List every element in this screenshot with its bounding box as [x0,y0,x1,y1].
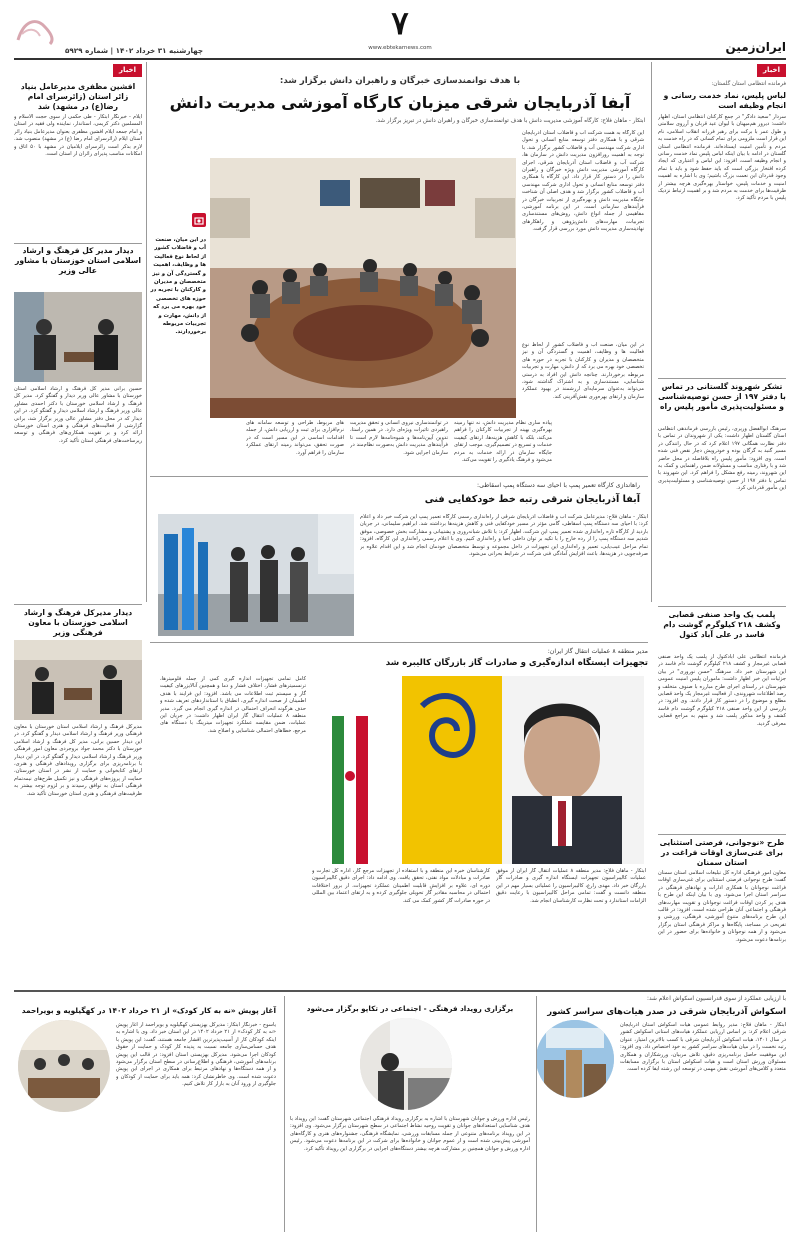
right-column [658,64,786,989]
photo-icon [192,213,206,227]
logo [14,14,56,48]
issue-info: چهارشنبه ۳۱ خرداد ۱۴۰۲ | شماره ۵۹۲۹ [65,46,204,55]
left-photo1 [14,292,142,382]
left-item2-body: حسین برانی مدیر کل فرهنگ و ارشاد اسلامی استان خوزستان با مشاور عالی وزیر دیدار و گفتگو کرد. مدیر کل فرهنگ و ارشاد اسلامی خوزستان با دکتر احمدی مشاور عالی وزیر فرهنگ و ارشاد اسلامی دیدار و گفتگو کرد. در این دیدار که در محل دفتر مشاور عالی وزیر برگزار شد، برانی گزارشی از فعالیت‌های فرهنگی و هنری استان خوزستان ارائه کرد و بر تقویت همکاری‌های فرهنگی و توسعه زیرساخت‌های فرهنگی استان تأکید کرد. [14,386,142,444]
column-divider-left [146,62,147,602]
main-body3: پیاده سازی نظام مدیریت دانش، نه تنها زمینه بهره‌گیری بهینه از تجربیات کارکنان را فراهم می‌کند، بلکه با کاهش هزینه‌ها، ارتقای کیفیت خدمات و تسریع در تصمیم‌گیری، موجب ارتقای جایگاه سازمان در ارائه خدمات به مردم می‌شود و فرهنگ یادگیری را تقویت می‌کند. [454,420,552,464]
bottom-article-1 [536,996,786,1232]
b2-body: رئیس اداره ورزش و جوانان شهرستان با اشاره به برگزاری رویداد فرهنگی اجتماعی شهرستان گفت: این رویداد با هدف شناسایی استعدادهای جوانان و تقویت روحیه نشاط اجتماعی در سطح شهرستان برگزار می‌شود. وی افزود: در این رویداد برنامه‌های متنوعی از جمله مسابقات ورزشی، نمایشگاه فرهنگی، جشنواره‌های هنری و کارگاه‌های آموزشی پیش‌بینی شده است و از عموم جوانان و خانواده‌ها برای شرکت در این برنامه‌ها دعوت می‌شود. رئیس اداره ورزش و جوانان همچنین بر مشارکت هرچه بیشتر دستگاه‌های اجرایی در برگزاری این رویداد تأکید کرد. [290,1116,530,1152]
left-column [14,64,142,604]
b1-body: ابتکار - ماهان فلاح: مدیر روابط عمومی هیات اسکواش استان آذربایجان شرقی اعلام کرد: بر اساس ارزیابی عملکرد هیات‌های استانی اسکواش کشور در سال ۱۴۰۱، هیات اسکواش آذربایجان شرقی با کسب بالاترین امتیاز، عنوان رتبه نخست را در میان هیات‌های سراسر کشور به خود اختصاص داد. وی افزود: این موفقیت حاصل برنامه‌ریزی دقیق، تلاش مربیان، ورزشکاران و همکاری مسئولان ورزش استان است و هیات اسکواش استان با برگزاری مسابقات متعدد و کلاس‌های آموزشی نقش مهمی در توسعه این رشته ایفا کرده است. [620,1022,786,1073]
website: www.ebtekarnews.com [368,45,432,51]
left-photo2 [14,640,142,720]
b3-photo [18,1020,110,1112]
news-tag: اخبار [757,64,786,77]
gas-body2: کارشناسان خبره این منطقه و با استفاده از تجهیزات مرجع گاز، اداره کل تجارت و صادرات و مبادلات مواد نفتی، تحقق یافت. وی ادامه داد: اجرای دقیق کالیبراسیون دوره ای، علاوه بر افزایش قابلیت اطمینان عملکرد تجهیزات، از بروز اختلافات احتمالی در محاسبه مقادیر گاز تحویلی جلوگیری کرده و به ارتقای اعتماد بین المللی در حوزه صادرات گاز کشور کمک می کند. [312,868,490,904]
b1-kicker: با ارزیابی عملکرد از سوی قدرانسیون اسکواش اعلام شد: [647,996,786,1002]
b2-title: برگزاری رویداد فرهنگی - اجتماعی در تکاپو برگزار می‌شود [306,1004,514,1013]
gas-body3: ابتکار - ماهان فلاح: مدیر منطقه ۸ عملیات انتقال گاز ایران از موفق عملیات کالیبراسیون تجهیزات ایستگاه اندازه گیری و صادرات گاز بازرگان خبر داد. مهدی زارع، کالیبراسیون را عملیاتی بسیار مهم در این منطقه دانست و گفت: تمامی مراحل کالیبراسیون با رعایت دقیق الزامات استاندارد و تحت نظارت کارشناسان انجام شد. [496,868,646,904]
left-news-tag: اخبار [113,64,142,77]
left-item1-title: افشین مظفری مدیرعامل بنیاد زائر استان (زائرسرای امام رضا(ع) در مشهد) شد [20,82,136,111]
mid-kicker: راهاندازی کارگاه تعمیر پمپ با احیای سه دستگاه پمپ اسقاطی: [477,482,640,489]
right-item4-body: معاون امور فرهنگی اداره کل تبلیغات اسلامی استان سمنان گفت: طرح نوجوانی فرصتی استثنایی برای غنی‌سازی اوقات فراغت نوجوانان با همکاری ادارات و نهادهای فرهنگی در سراسر استان اجرا می‌شود. وی با بیان اینکه این طرح با هدف پر کردن اوقات فراغت نوجوانان و تقویت مهارت‌های فرهنگی و اجتماعی آنان طراحی شده است، افزود: در قالب این طرح برنامه‌های متنوع آموزشی، فرهنگی، ورزشی و تفریحی در مساجد، پایگاه‌ها و مراکز فرهنگی استان برگزار می‌شود و از همه نوجوانان و خانواده‌ها برای حضور در این برنامه‌ها دعوت می‌شود. [658,870,786,943]
b3-title: آغاز پویش «نه به کار کودک» از ۲۱ خرداد ۱۴۰۲ در کهگیلویه و بویراحمد [21,1006,276,1015]
gas-body1: کامل تمامی تجهیزات اندازه گیری کمی از جمله فلومیترها، ترنسمیترهای فشار، اختلاف فشار و دما و همچنین آنالایزرهای کیفیت گاز و سیستم ثبت اطلاعات می باشد. افزود: این فرایند با هدف اطمینان از صحت اندازه گیری، انطباق با استانداردهای تعریف شده و حذف هرگونه انحراف احتمالی در اندازه گیری انجام می گیرد. مدیر منطقه ۸ عملیات انتقال گاز ایران اظهار داشت: در جریان این عملیات، ضمن مقایسه عملکرد تجهیزات میترینگ با دستگاه های مرجع، خطاهای احتمالی شناسایی و اصلاح شد. [160,676,306,734]
mid-body: ابتکار - ماهان فلاح: مدیرعامل شرکت آب و فاضلاب آذربایجان شرقی از راه‌اندازی رسمی کارگاه تعمیر پمپ این شرکت خبر داد و اعلام کرد: با احیای سه دستگاه پمپ اسقاطی، گامی مؤثر در مسیر خودکفایی فنی و کاهش هزینه‌ها برداشته شد. ابراهیم سلیمانی، در جریان بازدید از کارگاه تازه راه‌اندازی شده تعمیر پمپ این شرکت، اظهار کرد: با تلاش شبانه‌روزی و پشتیبانی و مشارکت بخش خصوصی، موفق شدیم سه دستگاه پمپ را از رده خارج را با تکیه بر توان داخلی احیا و راه‌اندازی کنیم. وی با اعلام رسمی راه‌اندازی این کارگاه، افزود: تمام مراحل عیب‌یابی، تعمیر و راه‌اندازی این تجهیزات در داخل مجموعه و توسط متخصصان خودمان انجام شد و این اقدام علاوه بر صرفه‌جویی در هزینه‌ها، باعث افزایش آمادگی فنی شرکت در شرایط بحرانی می‌شود. [360,514,648,558]
main-caption: در این میان، صنعت آب و فاضلاب کشور از لحاظ نوع فعالیت ها و وظایف، اهمیت و گستردگی آن و نیز متخصصان و مدیران و کارکنان با تجربه در حوزه های تخصصی خود بهره می برد که از دانش، مهارت و تجربیات مربوطه برخوردارند. [150,237,206,336]
gas-photo [312,676,644,864]
pump-photo [158,514,354,636]
b1-photo [536,1020,614,1098]
b1-title: اسکواش آذربایجان شرقی در صدر هیات‌های سراسر کشور [547,1006,786,1016]
section-title: ایران‌زمین [725,40,786,54]
right-item1-title: لباس پلیس، نماد خدمت رسانی و انجام وظیفه است [663,91,786,110]
right-item3-body: فرمانده انتظامی علی آبادکتول از پلمب یک واحد صنفی قصابی غیرمجاز و کشف ۲۱۸ کیلوگرم گوشت دام فاسد در این شهرستان خبر داد. سرهنگ "حسن نوروزی" در بیان جزئیات این خبر اظهار داشت: ماموران پلیس امنیت عمومی شهرستان در راستای اجرای طرح مبارزه با صنوف متخلف و رصد اطلاعات شهروندی، از فعالیت غیرمجاز یک واحد قصابی مطلع و موضوع را در دستور کار قرار دادند. وی افزود: در بازرسی از این واحد صنفی ۲۱۸ کیلوگرم گوشت دام فاسد کشف و واحد مذکور پلمب شد و متهم به مراجع قضایی معرفی گردید. [658,654,786,727]
main-body2: در این میان، صنعت آب و فاضلاب کشور از لحاظ نوع فعالیت ها و وظایف، اهمیت و گستردگی آن و نیز متخصصان و مدیران و کارکنان با تجربه در حوزه های تخصصی خود بهره می برد که از دانش، مهارت و تجربیات مربوطه برخوردارند. چنانچه دانش این افراد به درستی شناسایی، مستندسازی و به اشتراک گذاشته شود، می‌تواند به‌عنوان سرمایه‌ای ارزشمند در بهبود عملکرد سازمان و ارتقای بهره‌وری نقش‌آفرینی کند. [522,342,644,400]
main-body4: در توانمندسازی نیروی انسانی و تحقق مدیریت راهبردی تاثیرات ویژه‌ای دارد. در همین راستا، تدوین آیین‌نامه‌ها و شیوه‌نامه‌ها لازم است تا فرآیندهای مدیریت دانش به‌صورت نظام‌مند در سازمان اجرایی شود. [350,420,448,456]
bottom-article-3 [14,996,276,1232]
left-item3-title: دیدار مدیرکل فرهنگ و ارشاد اسلامی خوزستان با معاون فرهنگی وزیر [23,608,133,637]
mid-headline: آبفا آذربایجان شرقی رتبه خط خودکفایی فنی [424,494,640,505]
main-lead: ابتکار - ماهان فلاح: کارگاه آموزشی مدیریت دانش با هدف توانمندسازی خبرگان و راهبران دانش در تبریز برگزار شد. [375,118,645,124]
right-item1-kicker: فرمانده انتظامی استان گلستان: [711,81,786,87]
right-item1-body: سردار "سعید دادگر" در جمع کارکنان انتظامی استان، اظهار داشت: دیروز هم‌میهنان با لیوان عید قربان و آرزوی سلامتی و طول عمر با برکت برای رهبر فرزانه انقلاب اسلامی، نام این قرار است ملزومی برای تمام کسانی که در راه خدمت به مردم و تأمین امنیت ایستاده‌اند. فرمانده انتظامی استان گلستان در ادامه با بیان اینکه لباس پلیس نماد خدمت رسانی و انجام وظیفه است، افزود: این لباس و اعتباری که ایجاد کرده افتخار بزرگی است که باید حفظ شود و باید با تمام وجود قدردان این نعمت بزرگ باشیم؛ وی با اشاره به اهمیت امنیت و خدمات پلیس، خواستار بهره‌گیری هرچه بیشتر از ظرفیت‌ها برای خدمت به مردم شد و بر اهمیت ارتباط نزدیک پلیس با مردم تأکید کرد. [658,114,786,202]
right-item3-title: پلمب یک واحد صنفی قصابی وکشف ۲۱۸ کیلوگرم گوشت دام فاسد در علی آباد کتول [663,610,781,639]
b3-body: یاسوج - خبرنگار ابتکار: مدیرکل بهزیستی کهگیلویه و بویراحمد از آغاز پویش «نه به کار کودک» از ۲۱ خرداد ۱۴۰۲ در این استان خبر داد. وی با اشاره به اینکه کودکان کار از آسیب‌پذیرترین اقشار جامعه هستند، گفت: این پویش با هدف حساس‌سازی جامعه نسبت به پدیده کار کودک و حمایت از حقوق کودکان اجرا می‌شود. مدیرکل بهزیستی استان افزود: در قالب این پویش برنامه‌های آموزشی، فرهنگی و اطلاع‌رسانی در سطح استان برگزار می‌شود و از همه دستگاه‌ها و نهادهای مرتبط برای همکاری در اجرای این پویش دعوت شده است. وی خاطرنشان کرد: همه باید برای حمایت از کودکان و جلوگیری از ورود آنان به بازار کار تلاش کنیم. [116,1022,276,1088]
left-column-2 [14,604,142,984]
right-item4-title: طرح «نوجوانی، فرصتی استثنایی برای غنی‌سازی اوقات فراغت در استان سمنان [659,838,785,867]
main-kicker: با هدف توانمندسازی خبرگان و راهبران دانش برگزار شد: [279,76,521,86]
gas-headline: تجهیزات ایستگاه اندازه‌گیری و صادرات گاز بازرگان کالیبره شد [385,658,648,668]
right-item2-title: تشکر شهروند گلستانی در تماس با دفتر ۱۹۷ از حسن توصیه‌شناسی و مسئولیت‌پذیری مأمور پلیس راه [658,382,786,411]
bottom-article-2 [290,996,530,1232]
meeting-photo [210,158,516,418]
page-number: ۷ [391,4,409,42]
left-item2-title: دیدار مدیر کل فرهنگ و ارشاد اسلامی استان خوزستان با مشاور عالی وزیر [15,246,141,275]
column-divider-right [651,62,652,602]
main-headline: آبفا آذربایجان شرقی میزبان کارگاه آموزشی مدیریت دانش [169,93,631,112]
left-item3-body: مدیرکل فرهنگ و ارشاد اسلامی استان خوزستان با معاون فرهنگی وزیر فرهنگ و ارشاد اسلامی دیدار و گفتگو کرد. در این دیدار حسین برانی، مدیر کل فرهنگ و ارشاد اسلامی خوزستان با دکتر محمد جواد بروجردی معاون امور فرهنگی وزیر فرهنگ و ارشاد اسلامی دیدار و گفتگو کرد. در این دیدار با برنامه‌ریزی برای برگزاری رویدادهای فرهنگی و هنری، ارتقای کتابخوانی و حمایت از نشر در استان خوزستان، حمایت از پروژه‌های فرهنگی و نیز تکمیل طرح‌های نیمه‌تمام فرهنگی استان به توافق رسیدند و بر لزوم توجه بیشتر به ظرفیت‌های فرهنگی و هنری استان خوزستان تأکید شد. [14,724,142,797]
masthead [0,0,800,60]
right-item2-body: سرهنگ ابوالفضل وزیری، رئیس بازرسی فرماندهی انتظامی استان گلستان اظهار داشت: یکی از شهروندان در تماس با دفتر نظارت همگانی ۱۹۷ اعلام کرد که در حال رانندگی در مسیر گنبد به گرگان بوده و خودرویش دچار نقص فنی شده است. وی افزود: مأمور پلیس راه بلافاصله در محل حاضر شد و با رفتاری مناسب و مسئولانه ضمن راهنمایی و کمک به این شهروند، زمینه رفع مشکل را فراهم کرد. این شهروند با تماس با دفتر ۱۹۷ از حسن توصیه‌شناسی و مسئولیت‌پذیری این مأمور قدردانی کرد. [658,426,786,492]
left-item1-body: ایلام - خبرنگار ابتکار - طی حکمی از سوی حجت الاسلام و المسلمین دکتر کریمی، استاندار، نماینده ولی فقیه در استان و امام جمعه ایلام افشین مظفری بعنوان مدیرعامل بنیاد زائر استان ایلام (زائرسرای امام رضا (ع) در مشهد) منصوب شد. لازم بذکر است زائرسرای ایلامیان در مشهد با ۵۰ اتاق و امکانات مناسب پذیرای زائران از استان است. [14,114,142,158]
masthead-rule [14,58,786,60]
main-body5: های مربوط، طراحی و توسعه سامانه های نرم‌افزاری برای ثبت و ارزیابی دانش، از جمله اقدامات اساسی در این مسیر است که در صورت تحقق، می‌تواند زمینه ارتقای عملکرد سازمان را فراهم آورد. [246,420,344,456]
gas-kicker: مدیر منطقه ۸ عملیات انتقال گاز ایران: [547,648,648,655]
main-body1: این کارگاه به همت شرکت آب و فاضلاب استان آذربایجان شرقی و با همکاری دفتر توسعه منابع انسانی و تحول اداری شرکت مهندسی آب و فاضلاب کشور برگزار شد. با توجه به اهمیت روزافزون مدیریت دانش در سازمان ها، شرکت آب و فاضلاب استان آذربایجان شرقی، اجرای کارگاه آموزشی مدیریت دانش ویژه خبرگان و راهبران دانش را در دستور کار قرار داد. این کارگاه با همکاری دفتر توسعه منابع انسانی و تحول اداری شرکت مهندسی آب و فاضلاب کشور برگزار شد و هدف اصلی آن شناخت جایگاه مدیریت دانش و بهره‌گیری از تجربیات خبرگان در فرآیندهای سازمانی است. در این برنامه آموزشی، مفاهیمی از جمله انواع دانش، روش‌های مستندسازی تجربیات، مهارت‌های دانش‌پژوهی و راهکارهای نهادینه‌سازی مدیریت دانش مورد بررسی قرار گرفت. [522,130,644,233]
b2-photo [360,1018,452,1110]
